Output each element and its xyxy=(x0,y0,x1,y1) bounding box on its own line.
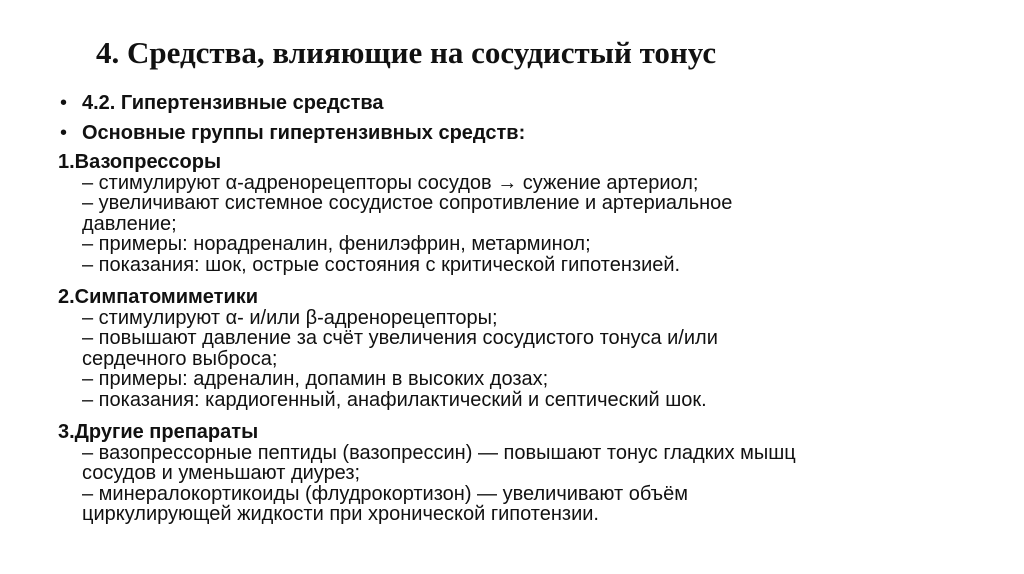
bullet-dot: • xyxy=(60,92,68,114)
bullet-item xyxy=(58,93,998,114)
bullet-dot: • xyxy=(60,121,68,144)
group-heading: 1.Вазопрессоры xyxy=(58,151,222,173)
group-line: сердечного выброса; xyxy=(82,347,278,370)
group-line: – увеличивают системное сосудистое сопротивление и артериальное xyxy=(82,192,733,214)
group-heading: 3.Другие препараты xyxy=(58,421,259,443)
bullet-item xyxy=(58,123,998,144)
group-line: – примеры: норадреналин, фенилэфрин, метарминол; xyxy=(82,233,591,255)
group-line: – показания: кардиогенный, анафилактический и септический шок. xyxy=(82,388,707,411)
group-heading: 2.Симпатомиметики xyxy=(58,286,259,308)
group-line: – стимулируют α- и/или β-адренорецепторы; xyxy=(82,306,498,329)
group-line: – повышают давление за счёт увеличения сосудистого тонуса и/или xyxy=(82,327,718,349)
group-line: – показания: шок, острые состояния с критической гипотензией. xyxy=(82,253,681,276)
slide-title: 4. Средства, влияющие на сосудистый тонус xyxy=(96,35,717,70)
group-line: циркулирующей жидкости при хронической гипотензии. xyxy=(82,503,599,525)
drug-group-vasopressors xyxy=(58,152,998,275)
group-line: давление; xyxy=(82,212,177,235)
group-line: – минералокортикоиды (флудрокортизон) — увеличивают объём xyxy=(82,482,688,505)
group-line: – стимулируют α-адренорецепторы сосудов → сужение артериол; xyxy=(82,171,699,194)
group-line: – примеры: адреналин, допамин в высоких дозах; xyxy=(82,368,549,390)
slide-body xyxy=(58,93,998,537)
drug-group-other xyxy=(58,422,998,525)
drug-group-sympathomimetics xyxy=(58,287,998,410)
group-line: сосудов и уменьшают диурез; xyxy=(82,462,361,484)
group-line: – вазопрессорные пептиды (вазопрессин) — повышают тонус гладких мышц xyxy=(82,441,796,464)
bullet-text: Основные группы гипертензивных средств: xyxy=(82,121,526,144)
bullet-text: 4.2. Гипертензивные средства xyxy=(82,92,384,114)
